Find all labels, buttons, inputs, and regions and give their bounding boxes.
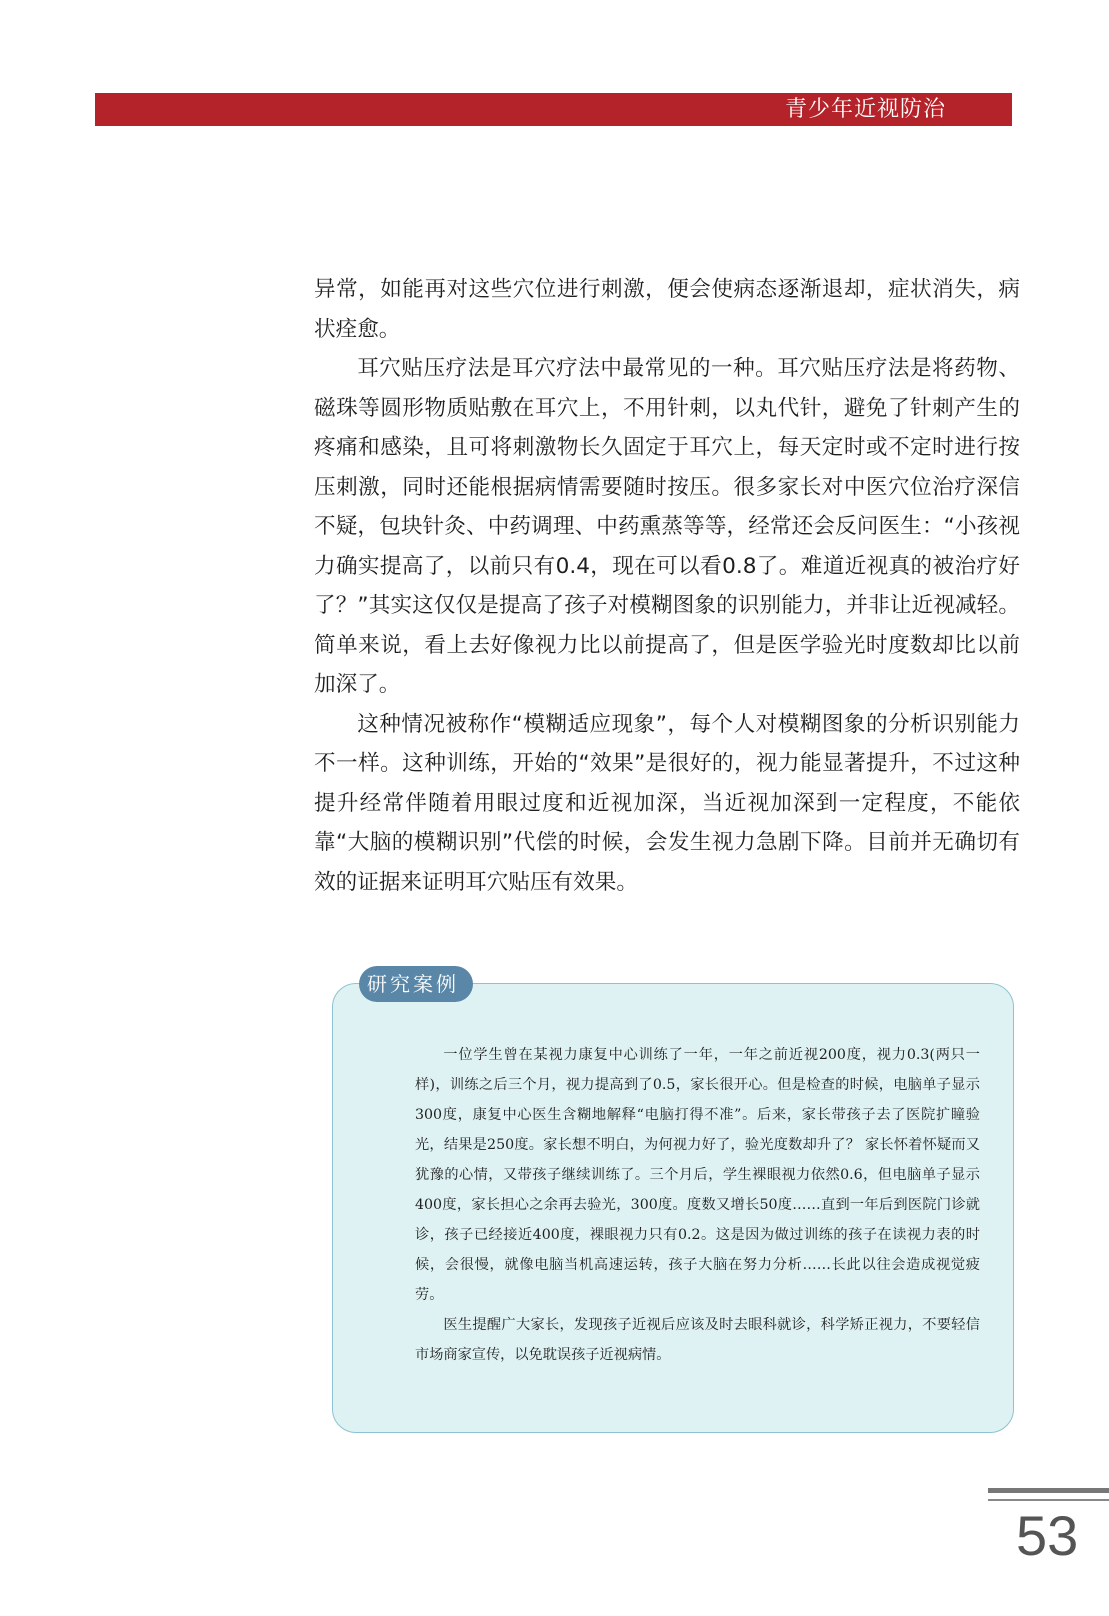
running-header-title: 青少年近视防治 <box>784 97 946 122</box>
case-study-text <box>415 1040 980 1370</box>
page-number: 53 <box>1016 1504 1079 1567</box>
case-study-label: 研究案例 <box>359 966 473 1002</box>
header-bar <box>95 93 1012 126</box>
body-paragraph: 这种情况被称作“模糊适应现象”，每个人对模糊图象的分析识别能力不一样。这种训练，开始的“效果”是很好的，视力能显著提升，不过这种提升经常伴随着用眼过度和近视加深，当近视加深到一定程度，不能依靠“大脑的模糊识别”代偿的时候，会发生视力急剧下降。目前并无确切有效的证据来证明耳穴贴压有效果。 <box>314 711 1020 895</box>
case-paragraph: 一位学生曾在某视力康复中心训练了一年，一年之前近视200度，视力0.3(两只一样)，训练之后三个月，视力提高到了0.5，家长很开心。但是检查的时候，电脑单子显示 300度，康复中心医生含糊地解释“电脑打得不准”。后来，家长带孩子去了医院扩瞳验光，结果是250度。家长想不明白，为何视力好了，验光度数却升了？ 家长怀着怀疑而又犹豫的心情，又带孩子继续训练了。三个月后，学生裸眼视力依然0.6，但电脑单子显示400度，家长担心之余再去验光，300度。度数又增长50度……直到一年后到医院门诊就诊，孩子已经接近400度，裸眼视力只有0.2。这是因为做过训练的孩子在读视力表的时候，会很慢，就像电脑当机高速运转，孩子大脑在努力分析……长此以往会造成视觉疲劳。 <box>415 1047 980 1303</box>
footer-rule-thin <box>988 1499 1109 1501</box>
body-paragraph: 耳穴贴压疗法是耳穴疗法中最常见的一种。耳穴贴压疗法是将药物、磁珠等圆形物质贴敷在耳穴上，不用针刺，以丸代针，避免了针刺产生的疼痛和感染，且可将刺激物长久固定于耳穴上，每天定时或不定时进行按压刺激，同时还能根据病情需要随时按压。很多家长对中医穴位治疗深信不疑，包块针灸、中药调理、中药熏蒸等等，经常还会反问医生：“小孩视力确实提高了，以前只有0.4，现在可以看0.8了。难道近视真的被治疗好了？”其实这仅仅是提高了孩子对模糊图象的识别能力，并非让近视减轻。简单来说，看上去好像视力比以前提高了，但是医学验光时度数却比以前加深了。 <box>314 356 1020 697</box>
body-paragraph: 异常，如能再对这些穴位进行刺激，便会使病态逐渐退却，症状消失，病状痊愈。 <box>314 277 1020 342</box>
case-paragraph: 医生提醒广大家长，发现孩子近视后应该及时去眼科就诊，科学矫正视力，不要轻信市场商家宣传，以免耽误孩子近视病情。 <box>415 1317 980 1363</box>
main-body-text <box>314 270 1020 902</box>
footer-rule <box>988 1488 1109 1493</box>
